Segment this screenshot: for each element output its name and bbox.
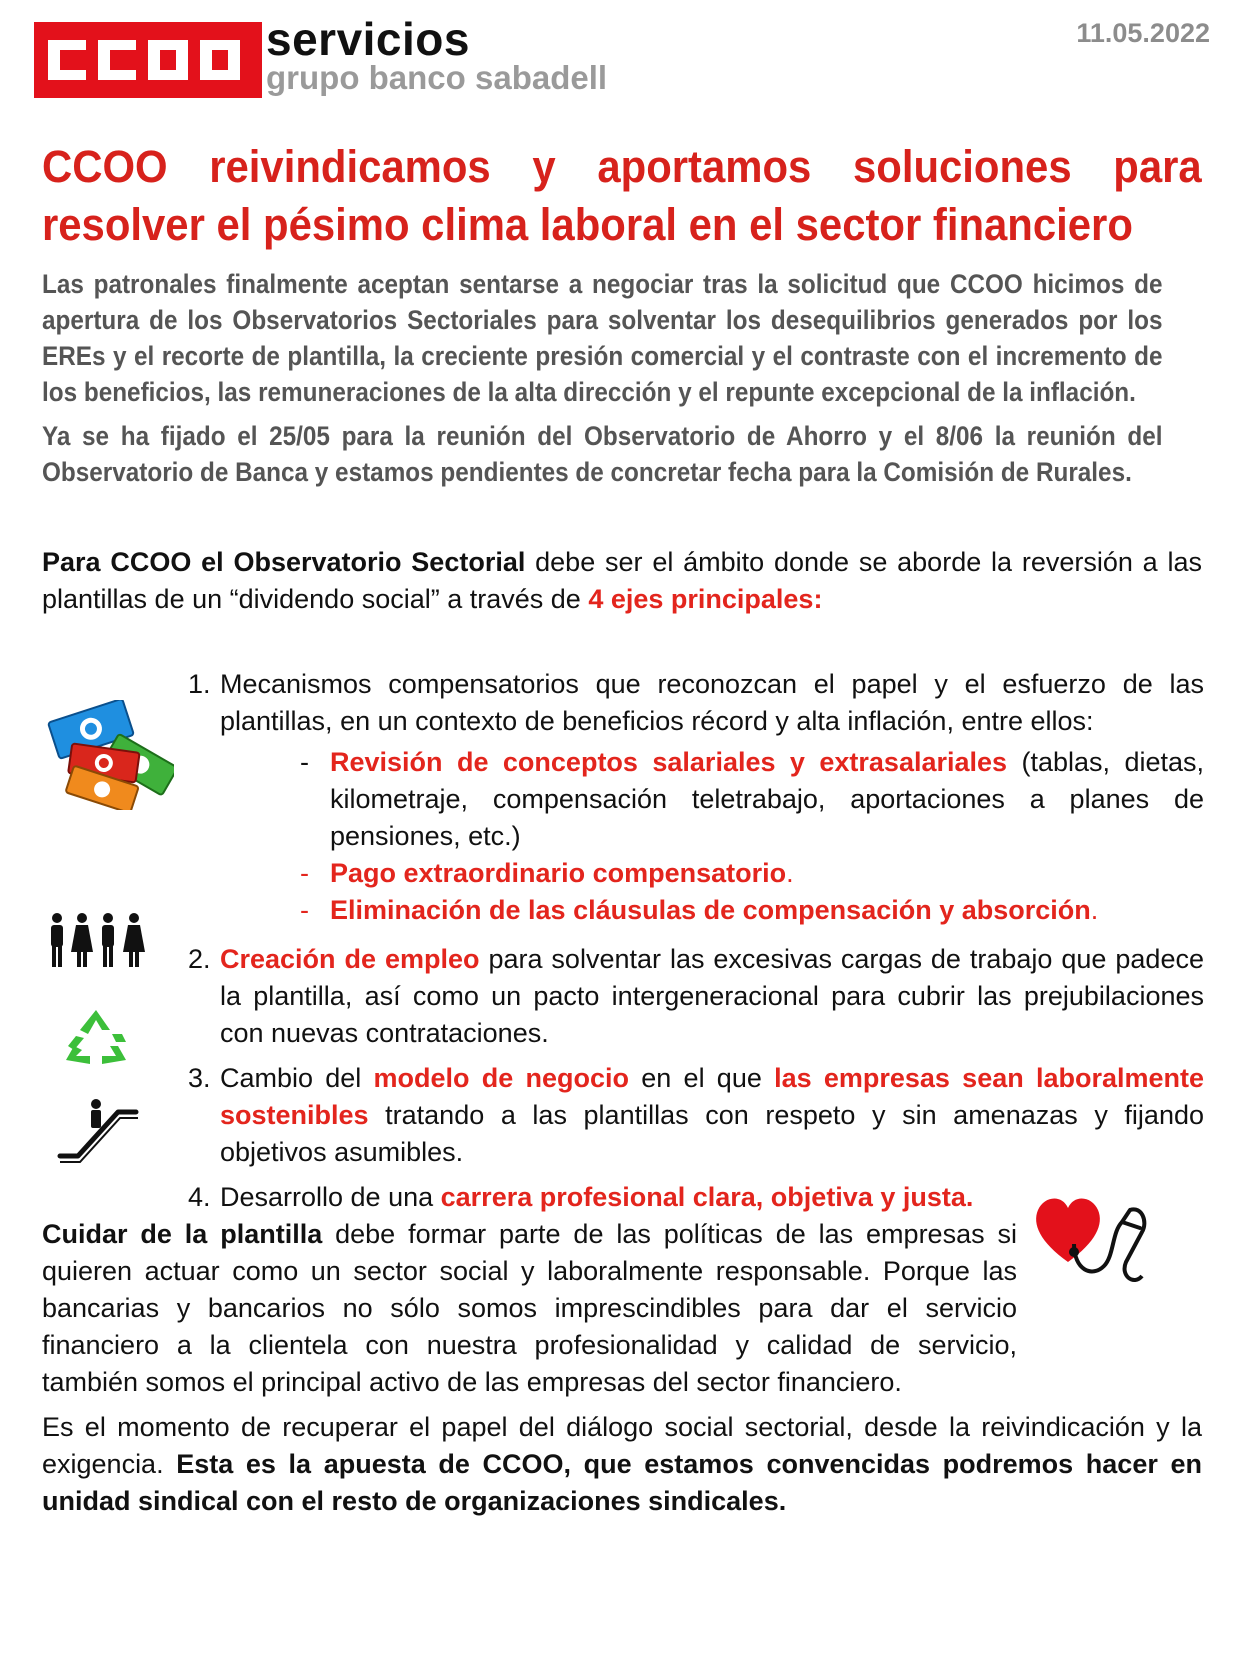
list-item: [300, 744, 1204, 855]
section-lead: [42, 544, 1202, 626]
axis-4-pre: Desarrollo de una: [220, 1182, 441, 1212]
header: [0, 0, 1240, 110]
sub-red: Pago extraordinario compensatorio: [330, 858, 787, 888]
closing-paragraph-2: [42, 1409, 1202, 1520]
axis-2-red: Creación de empleo: [220, 944, 480, 974]
section-lead-bold: Para CCOO el Observatorio Sectorial: [42, 547, 526, 577]
closing-paragraph-1-top: [42, 1216, 1017, 1401]
intro-paragraph-1: Las patronales finalmente aceptan sentarse a negociar tras la solicitud que CCOO hicimos de apertura de los Observatorios Sectoriales para solventar los desequilibrios generados por los EREs y el recorte de plantilla, la creciente presión comercial y el contraste con el incremento de los beneficios, las remuneraciones de la alta dirección y el repunte excepcional de la inflación.: [42, 269, 1163, 407]
axis-text: [220, 1060, 1204, 1171]
section-lead-paragraph: [42, 544, 1202, 618]
closing-bold: Cuidar de la plantilla: [42, 1219, 323, 1249]
axis-item-2: [188, 941, 1204, 1052]
axes-list: [188, 666, 1204, 1224]
axis-1-text: Mecanismos compensatorios que reconozcan el papel y el esfuerzo de las plantillas, en un contexto de beneficios récord y alta inflación, entre ellos:: [220, 669, 1204, 736]
sub-red: Eliminación de las cláusulas de compensación y absorción: [330, 895, 1091, 925]
axis-4-red: carrera profesional clara, objetiva y justa.: [440, 1182, 974, 1212]
closing: [42, 1216, 1202, 1528]
axis-3-rest: tratando a las plantillas con respeto y sin amenazas y fijando objetivos asumibles.: [220, 1100, 1204, 1167]
axis-text: [220, 941, 1204, 1052]
sub-red: Revisión de conceptos salariales y extrasalariales: [330, 747, 1008, 777]
axis-number: 1.: [188, 669, 211, 699]
ccoo-logo: [34, 22, 262, 98]
axis-3-red2: las empresas sean laboralmente sostenibles: [220, 1063, 1205, 1130]
axis-3-red1: modelo de negocio: [373, 1063, 630, 1093]
section-lead-rest: debe ser el ámbito donde se aborde la reversión a las plantillas de un “dividendo social” a través de: [42, 547, 1202, 614]
section-lead-red: 4 ejes principales:: [588, 584, 823, 614]
axis-2-rest: para solventar las excesivas cargas de trabajo que padece la plantilla, así como un pacto intergeneracional para cubrir las prejubilaciones con nuevas contrataciones.: [220, 944, 1204, 1048]
list-item: [300, 855, 1204, 892]
ccoo-logo-mark: [34, 22, 262, 98]
sub-rest: .: [786, 858, 794, 888]
dash: -: [300, 858, 309, 888]
axis-number: 2.: [188, 944, 211, 974]
dash: -: [300, 895, 309, 925]
brand-sub: grupo banco sabadell: [266, 59, 608, 96]
axis-number: 3.: [188, 1063, 211, 1093]
list-item: [300, 892, 1204, 929]
people-icon: [46, 912, 148, 970]
sub-rest: .: [1090, 895, 1099, 925]
dash: -: [300, 747, 309, 777]
axis-3-mid: en el que: [629, 1063, 775, 1093]
page-title: CCOO reivindicamos y aportamos soluciones para resolver el pésimo clima laboral en el sector financiero: [42, 141, 1202, 250]
brand-main: servicios: [266, 13, 470, 65]
closing-plain: Es el momento de recuperar el papel del diálogo social sectorial, desde la reivindicación y la exigencia.: [42, 1412, 1202, 1479]
recycle-icon: [60, 1006, 132, 1072]
axis-item-1: [188, 666, 1204, 933]
escalator-icon: [56, 1096, 142, 1164]
axis-text: [220, 666, 1204, 933]
closing-rest: debe formar parte de las políticas de las empresas si quieren actuar como un sector social y laboralmente responsable. Porque las bancarias y bancarios no sólo somos imprescindibles para dar el servicio financiero a la clientela con nuestra profesionalidad y calidad de servicio, también somos el principal activo de las empresas del sector financiero.: [42, 1219, 1017, 1397]
intro-paragraph-2: Ya se ha fijado el 25/05 para la reunión del Observatorio de Ahorro y el 8/06 la reunión del Observatorio de Banca y estamos pendientes de concretar fecha para la Comisión de Rurales.: [42, 421, 1163, 487]
closing-bold-2: Esta es la apuesta de CCOO, que estamos convencidas podremos hacer en unidad sindical con el resto de organizaciones sindicales.: [42, 1449, 1202, 1516]
axis-1-sublist: [300, 744, 1204, 929]
intro: [42, 266, 1163, 498]
money-bills-icon: [44, 700, 174, 810]
axis-number: 4.: [188, 1182, 211, 1212]
sub-rest: (tablas, dietas, kilometraje, compensación teletrabajo, aportaciones a planes de pensiones, etc.): [330, 747, 1205, 851]
axis-item-3: [188, 1060, 1204, 1171]
document-date: 11.05.2022: [1076, 18, 1210, 48]
axis-3-pre: Cambio del: [220, 1063, 374, 1093]
